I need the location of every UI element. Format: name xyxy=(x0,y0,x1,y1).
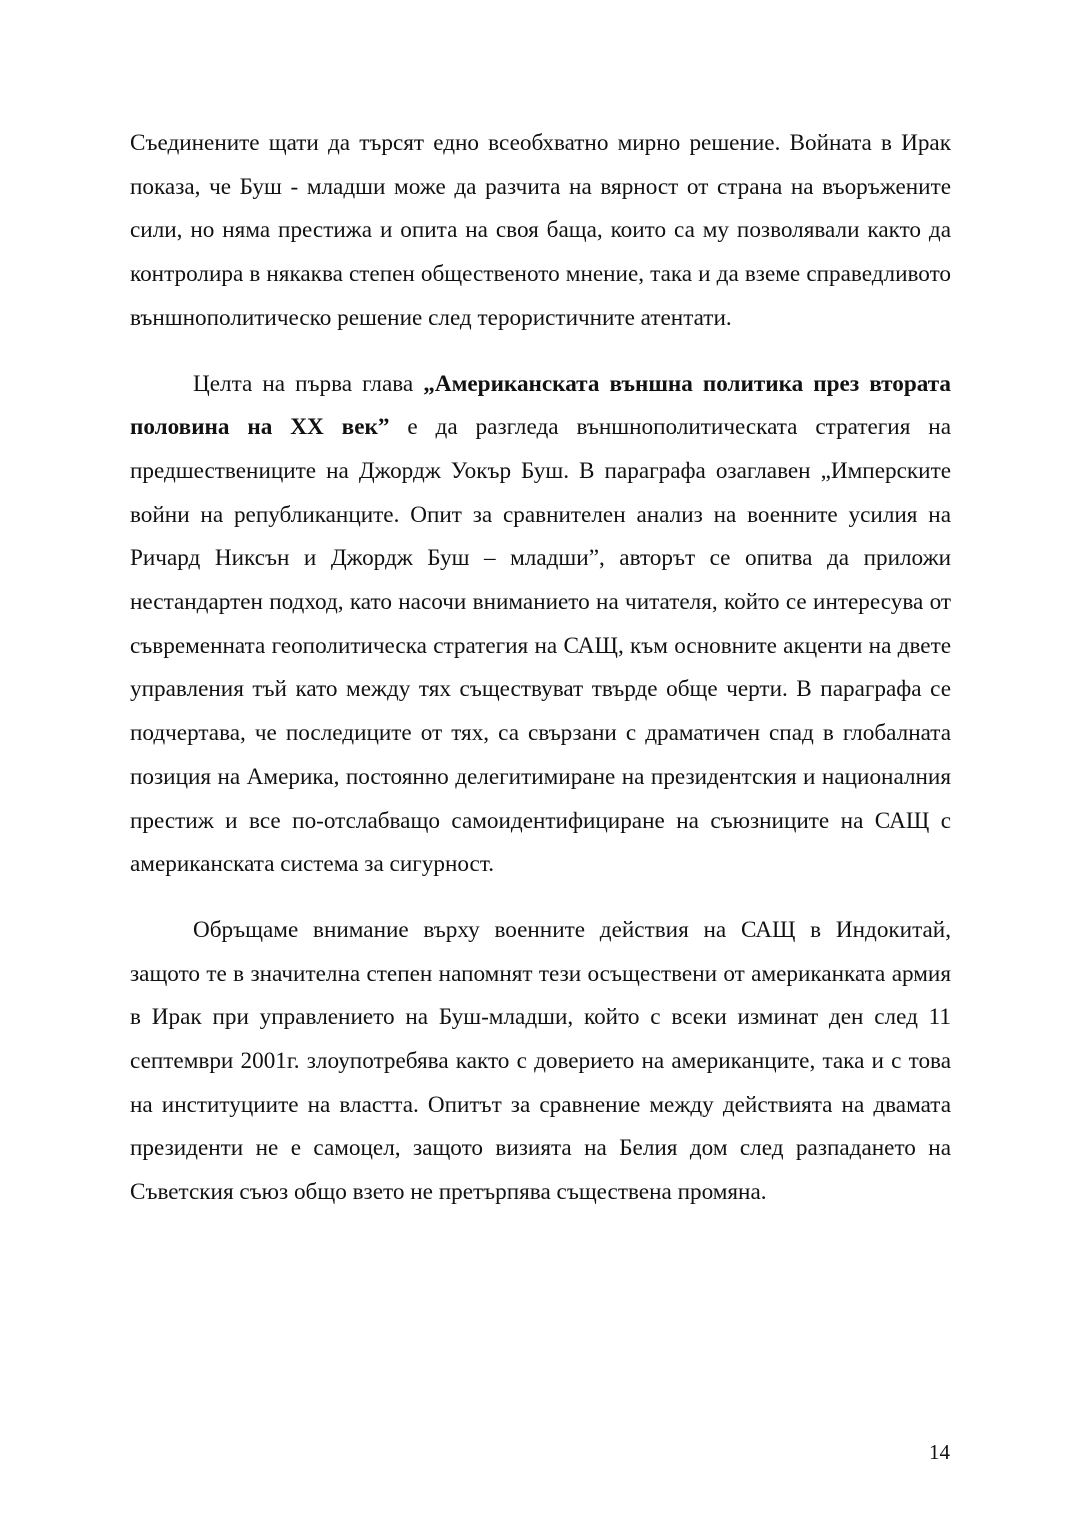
paragraph-2-body: е да разгледа външнополитическата стратегия на предшествениците на Джордж Уокър Буш. В параграфа озаглавен „Имперските войни на републиканците. Опит за сравнителен анализ на военните усилия на Ричард Никсън и Джордж Буш – младши”, авторът се опитва да приложи нестандартен подход, като насочи вниманието на читателя, който се интересува от съвременната геополитическа стратегия на САЩ, към основните акценти на двете управления тъй като между тях съществуват твърде обще черти. В параграфа се подчертава, че последиците от тях, са свързани с драматичен спад в глобалната позиция на Америка, постоянно делегитимиране на президентския и националния престиж и все по-отслабващо самоидентифициране на съюзниците на САЩ с американската система за сигурност. xyxy=(130,414,951,878)
paragraph-1: Съединените щати да търсят едно всеобхватно мирно решение. Войната в Ирак показа, че Буш - младши може да разчита на вярност от страна на въоръжените сили, но няма престижа и опита на своя баща, които са му позволявали както да контролира в някаква степен общественото мнение, така и да вземе справедливото външнополитическо решение след терористичните атентати. xyxy=(130,130,951,331)
paragraph-2 xyxy=(130,363,951,887)
paragraph-2-lead: Целта на първа глава xyxy=(193,370,424,397)
document-page xyxy=(130,122,951,1215)
chapter-title-bold: „Американската външна политика през втората половина на ХХ век” xyxy=(130,370,951,441)
paragraph-3: Обръщаме внимание върху военните действия на САЩ в Индокитай, защото те в значителна степен напомнят тези осъществени от американката армия в Ирак при управлението на Буш-младши, който с всеки изминат ден след 11 септември 2001г. злоупотребява както с доверието на американците, така и с това на институциите на властта. Опитът за сравнение между действията на двамата президенти не е самоцел, защото визията на Белия дом след разпадането на Съветския съюз общо взето не претърпява съществена промяна. xyxy=(130,916,951,1206)
page-number: 14 xyxy=(929,1440,950,1464)
